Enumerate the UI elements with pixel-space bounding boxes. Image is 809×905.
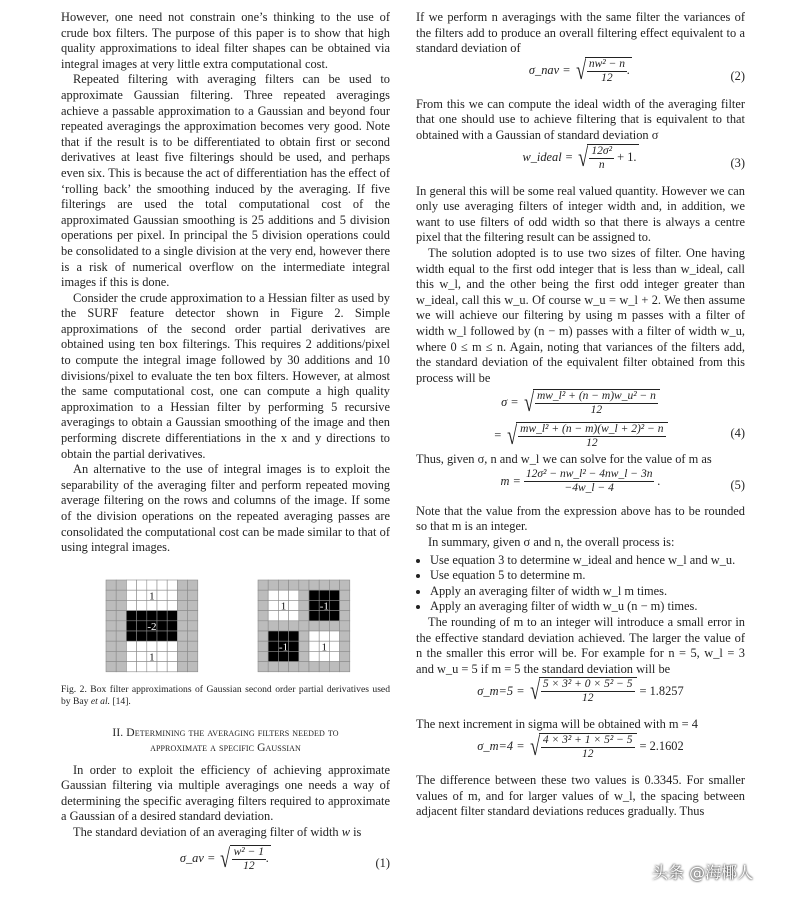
filter-cell bbox=[188, 610, 198, 620]
filter-cell bbox=[116, 661, 126, 671]
filter-cell bbox=[340, 621, 350, 631]
list-item: • Apply an averaging filter of width w_u (n − m) times. bbox=[430, 599, 745, 615]
filter-cell bbox=[188, 580, 198, 590]
filter-cell bbox=[137, 661, 147, 671]
filter-cell bbox=[258, 621, 268, 631]
filter-cell bbox=[126, 631, 136, 641]
filter-cell bbox=[188, 661, 198, 671]
filter-cell bbox=[177, 621, 187, 631]
paragraph: In summary, given σ and n, the overall process is: bbox=[428, 535, 675, 550]
filter-cell bbox=[188, 590, 198, 600]
filter-cell bbox=[319, 621, 329, 631]
filter-cell bbox=[157, 661, 167, 671]
filter-cell bbox=[126, 651, 136, 661]
list-item: • Apply an averaging filter of width w_l m times. bbox=[430, 584, 745, 600]
filter-cell bbox=[157, 651, 167, 661]
paragraph: The standard deviation of an averaging filter of width w is bbox=[73, 824, 362, 839]
filter-cell bbox=[268, 661, 278, 671]
filter-cell bbox=[167, 580, 177, 590]
filter-cell bbox=[258, 641, 268, 651]
filter-cell bbox=[289, 600, 299, 610]
filter-cell bbox=[167, 610, 177, 620]
paragraph: The next increment in sigma will be obtained with m = 4 bbox=[416, 717, 698, 732]
filter-cell bbox=[258, 580, 268, 590]
filter-cell bbox=[137, 600, 147, 610]
filter-cell bbox=[157, 600, 167, 610]
filter-weight-label: 1 bbox=[149, 590, 155, 603]
filter-cell bbox=[188, 600, 198, 610]
filter-cell bbox=[289, 651, 299, 661]
filter-cell bbox=[137, 651, 147, 661]
filter-cell bbox=[106, 651, 116, 661]
paragraph: The solution adopted is to use two sizes of filter. One having width equal to the first odd integer that is less than w_ideal, call this w_l, and the other being the first odd integer greater than w_ideal, call this w_u. Of course w_u = w_l + 2. We then assume we will achieve our filtering by using m passes with a filter of width w_l followed by (n − m) passes with a filter of width w_u, where 0 ≤ m ≤ n. Again, noting that variances of the filters add, the standard deviation of the equivalent filter obtained from this process will be bbox=[416, 245, 745, 385]
filter-cell bbox=[340, 590, 350, 600]
filter-cell bbox=[167, 590, 177, 600]
filter-cell bbox=[157, 621, 167, 631]
filter-cell bbox=[278, 590, 288, 600]
dxy-filter-grid bbox=[258, 580, 350, 672]
filter-cell bbox=[299, 641, 309, 651]
filter-cell bbox=[329, 590, 339, 600]
filter-cell bbox=[137, 610, 147, 620]
filter-cell bbox=[258, 651, 268, 661]
filter-cell bbox=[116, 590, 126, 600]
filter-cell bbox=[309, 590, 319, 600]
equation-7: σ_m=4 = √ $\frac{\text{4 × 3² + 1 × 5² − 5}}{12}$ = 2.1602 bbox=[477, 732, 684, 761]
filter-cell bbox=[106, 631, 116, 641]
equation-6: σ_m=5 = √ $\frac{\text{5 × 3² + 0 × 5² − 5}}{12}$ = 1.8257 bbox=[477, 676, 684, 706]
filter-cell bbox=[116, 580, 126, 590]
equation-5: m = $\frac{\text{12σ² − nw\_l² − 4nw\_l − 3n}}{-4w\_l - 4}$ . (5) bbox=[500, 467, 745, 494]
filter-cell bbox=[167, 641, 177, 651]
paragraph: Note that the value from the expression above has to be rounded so that m is an integer. bbox=[416, 503, 745, 534]
filter-cell bbox=[329, 631, 339, 641]
filter-cell bbox=[258, 590, 268, 600]
filter-cell bbox=[289, 590, 299, 600]
left-column bbox=[61, 10, 390, 883]
filter-cell bbox=[116, 651, 126, 661]
box-filter-figure bbox=[61, 576, 390, 678]
filter-cell bbox=[268, 580, 278, 590]
filter-cell bbox=[329, 580, 339, 590]
filter-cell bbox=[106, 590, 116, 600]
filter-cell bbox=[329, 651, 339, 661]
filter-cell bbox=[329, 610, 339, 620]
paragraph: Consider the crude approximation to a Hessian filter as used by the SURF feature detector shown in Figure 2. Simple approximations of the second order partial derivatives are obtained using ten box filterings. This requires 2 additions/pixel to compute the integral image followed by 30 additions and 10 divisions/pixel to evaluate the ten box filters. However, at almost the same computational cost, one can compute a high quality approximation to a Hessian filter by performing 5 recursive averagings to obtain a Gaussian smoothing of the image and then performing discrete differentiations in the x and y directions to obtain the partial derivatives. bbox=[61, 290, 390, 461]
paragraph: The difference between these two values is 0.3345. For smaller values of m, and for larger values of w_l, the spacing between adjacent filter standard deviations reduces gradually. Thus bbox=[416, 773, 745, 819]
filter-cell bbox=[126, 610, 136, 620]
filter-cell bbox=[106, 621, 116, 631]
filter-cell bbox=[340, 661, 350, 671]
paragraph: The rounding of m to an integer will introduce a small error in the effective standard deviation achieved. The larger the value of n the smaller this error will be. For example for n = 5, w_l = 3 and w_u = 5 if m = 5 the standard deviation will be bbox=[416, 615, 745, 676]
filter-cell bbox=[167, 661, 177, 671]
filter-cell bbox=[147, 580, 157, 590]
filter-weight-label: 1 bbox=[149, 651, 155, 664]
paragraph: If we perform n averagings with the same filter the variances of the filters add to produce an overall filtering effect equivalent to a standard deviation of bbox=[416, 10, 745, 56]
filter-cell bbox=[177, 631, 187, 641]
equation-3: w_ideal = √ $\frac{\text{12σ²}}{n}$ + 1. (3) bbox=[522, 142, 745, 172]
list-item: • Use equation 3 to determine w_ideal and hence w_l and w_u. bbox=[430, 553, 745, 569]
filter-cell bbox=[188, 621, 198, 631]
filter-cell bbox=[289, 621, 299, 631]
filter-cell bbox=[299, 580, 309, 590]
filter-cell bbox=[289, 661, 299, 671]
equation-1: σ_av = √ $\frac{\text{w² − 1}}{12}$ . (1) bbox=[179, 843, 390, 873]
filter-cell bbox=[147, 641, 157, 651]
filter-cell bbox=[177, 590, 187, 600]
filter-cell bbox=[126, 641, 136, 651]
list-item: • Use equation 5 to determine m. bbox=[430, 568, 745, 584]
filter-cell bbox=[309, 641, 319, 651]
paragraph: Repeated filtering with averaging filters can be used to approximate Gaussian filtering. Three repeated averagings achieve a passable approximation to a Gaussian and beyond four repeated averagings the approximation becomes very good. Note that if the result is to be differentiated to obtain first or second derivatives at least five filterings should be used, and perhaps even six. This is because the act of differentiation has the effect of ‘rolling back’ the smoothing induced by the averaging. If five filterings are used the total computational cost of the approximated Gaussian smoothing is 25 additions and 5 division operations per pixel. In principal the 5 division operations could be consolidated to a single division at the very end, however there is a risk of numerical overflow on the intermediate integral images if this is done. bbox=[61, 72, 390, 290]
filter-cell bbox=[167, 600, 177, 610]
filter-cell bbox=[258, 661, 268, 671]
filter-cell bbox=[278, 631, 288, 641]
filter-cell bbox=[137, 631, 147, 641]
filter-cell bbox=[177, 580, 187, 590]
filter-cell bbox=[157, 590, 167, 600]
filter-cell bbox=[299, 600, 309, 610]
filter-cell bbox=[116, 631, 126, 641]
filter-cell bbox=[319, 590, 329, 600]
filter-cell bbox=[340, 651, 350, 661]
filter-cell bbox=[116, 610, 126, 620]
filter-cell bbox=[106, 661, 116, 671]
summary-list bbox=[416, 553, 745, 615]
filter-cell bbox=[188, 631, 198, 641]
filter-cell bbox=[268, 621, 278, 631]
filter-cell bbox=[289, 580, 299, 590]
filter-cell bbox=[278, 580, 288, 590]
filter-weight-label: -1 bbox=[278, 641, 289, 654]
filter-cell bbox=[177, 641, 187, 651]
paragraph: However, one need not constrain one’s thinking to the use of crude box filters. The purpose of this paper is to show that high quality approximations to ideal filter shapes can be obtained via integral images at very little extra computational cost. bbox=[61, 10, 390, 71]
filter-cell bbox=[268, 600, 278, 610]
filter-cell bbox=[289, 641, 299, 651]
filter-cell bbox=[268, 641, 278, 651]
filter-cell bbox=[309, 631, 319, 641]
right-column bbox=[416, 10, 745, 820]
filter-cell bbox=[309, 661, 319, 671]
filter-cell bbox=[329, 621, 339, 631]
filter-cell bbox=[309, 600, 319, 610]
filter-cell bbox=[116, 641, 126, 651]
filter-cell bbox=[299, 621, 309, 631]
filter-cell bbox=[188, 641, 198, 651]
filter-cell bbox=[340, 600, 350, 610]
figure-caption: Fig. 2. Box filter approximations of Gaussian second order partial derivatives used by Bay et al. [14]. bbox=[61, 683, 390, 708]
filter-cell bbox=[299, 631, 309, 641]
filter-cell bbox=[258, 600, 268, 610]
paragraph: From this we can compute the ideal width of the averaging filter that one should use to achieve filtering that is equivalent to that obtained with a Gaussian of standard deviation σ bbox=[416, 96, 745, 142]
filter-cell bbox=[268, 631, 278, 641]
filter-cell bbox=[299, 661, 309, 671]
filter-cell bbox=[309, 651, 319, 661]
filter-cell bbox=[268, 590, 278, 600]
filter-cell bbox=[106, 580, 116, 590]
filter-cell bbox=[309, 621, 319, 631]
filter-cell bbox=[177, 651, 187, 661]
filter-cell bbox=[188, 651, 198, 661]
filter-weight-label: -2 bbox=[147, 620, 157, 633]
paragraph: In order to exploit the efficiency of achieving approximate Gaussian filtering via multiple averagings one needs a way of determining the specific averaging filters required to approximate a Gaussian of a desired standard deviation. bbox=[61, 762, 390, 824]
filter-cell bbox=[116, 621, 126, 631]
paragraph: Thus, given σ, n and w_l we can solve for the value of m as bbox=[416, 452, 712, 467]
filter-cell bbox=[106, 641, 116, 651]
filter-cell bbox=[106, 600, 116, 610]
filter-cell bbox=[329, 641, 339, 651]
filter-cell bbox=[340, 641, 350, 651]
filter-cell bbox=[157, 641, 167, 651]
filter-cell bbox=[106, 610, 116, 620]
filter-cell bbox=[319, 631, 329, 641]
filter-cell bbox=[177, 600, 187, 610]
figure-2 bbox=[61, 576, 390, 678]
filter-cell bbox=[137, 590, 147, 600]
filter-cell bbox=[167, 621, 177, 631]
filter-cell bbox=[126, 621, 136, 631]
filter-cell bbox=[319, 661, 329, 671]
filter-cell bbox=[289, 610, 299, 620]
filter-cell bbox=[278, 621, 288, 631]
filter-cell bbox=[299, 651, 309, 661]
filter-cell bbox=[177, 610, 187, 620]
filter-cell bbox=[329, 600, 339, 610]
watermark: 头条 @海椰人 bbox=[652, 863, 754, 882]
equation-4: σ = √ $\frac{\text{mw\_l² + (n − m)w\_u² − n}}{12}$ = √ $\frac{\text{mw\_l² + (n − m)(w\_l + 2)² − n}}{12}$ (4) bbox=[493, 387, 745, 450]
filter-cell bbox=[319, 580, 329, 590]
filter-cell bbox=[167, 631, 177, 641]
filter-cell bbox=[309, 580, 319, 590]
section-heading: II. Determining the averaging filters needed to approximate a specific Gaussian bbox=[112, 725, 339, 754]
filter-cell bbox=[289, 631, 299, 641]
filter-cell bbox=[278, 661, 288, 671]
paragraph: In general this will be some real valued quantity. However we can only use averaging filters of integer width and, in addition, we want to use filters of odd width so that there is always a centre pixel that the filtering result can be assigned to. bbox=[416, 183, 745, 245]
filter-cell bbox=[340, 580, 350, 590]
filter-weight-label: 1 bbox=[321, 641, 328, 654]
equation-2: σ_nav = √ $\frac{\text{nw² − n}}{12}$ . (2) bbox=[528, 55, 745, 85]
filter-cell bbox=[258, 610, 268, 620]
filter-cell bbox=[116, 600, 126, 610]
filter-cell bbox=[268, 610, 278, 620]
dyy-filter-grid bbox=[106, 580, 198, 672]
filter-cell bbox=[329, 661, 339, 671]
filter-cell bbox=[167, 651, 177, 661]
filter-cell bbox=[126, 580, 136, 590]
filter-cell bbox=[309, 610, 319, 620]
filter-cell bbox=[137, 641, 147, 651]
filter-cell bbox=[157, 631, 167, 641]
filter-cell bbox=[268, 651, 278, 661]
filter-cell bbox=[126, 661, 136, 671]
filter-cell bbox=[157, 580, 167, 590]
filter-cell bbox=[258, 631, 268, 641]
filter-cell bbox=[177, 661, 187, 671]
filter-cell bbox=[147, 610, 157, 620]
filter-cell bbox=[299, 610, 309, 620]
filter-cell bbox=[340, 631, 350, 641]
filter-cell bbox=[137, 621, 147, 631]
filter-cell bbox=[126, 590, 136, 600]
filter-weight-label: 1 bbox=[280, 600, 287, 613]
filter-weight-label: -1 bbox=[319, 600, 329, 613]
paragraph: An alternative to the use of integral images is to exploit the separability of the averaging filter and perform repeated moving average filtering on the rows and columns of the image. If some of the division operations on the repeated averaging passes are consolidated the computational cost can be made similar to that of using integral images. bbox=[61, 462, 390, 555]
filter-cell bbox=[126, 600, 136, 610]
filter-cell bbox=[299, 590, 309, 600]
filter-cell bbox=[340, 610, 350, 620]
filter-cell bbox=[157, 610, 167, 620]
filter-cell bbox=[137, 580, 147, 590]
